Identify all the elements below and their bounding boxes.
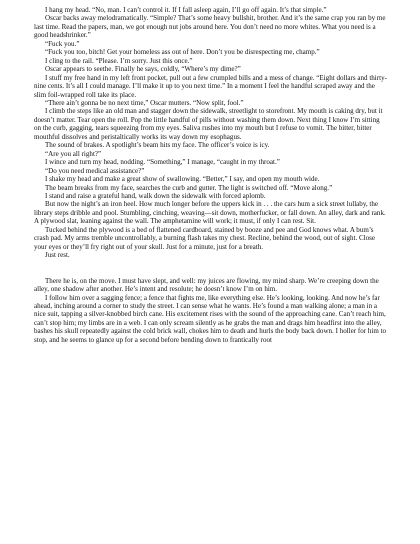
paragraph: Tucked behind the plywood is a bed of flattened cardboard, stained by booze and pee and God knows what. A bum’s crash pad. My arms tremble uncontrollably, a burning flash takes my chest. Recline, behind the wood, out of sight. Close your eyes or they’ll fry right out of your skull. Just for a minute, just for a breath. bbox=[34, 225, 376, 251]
paragraph: “Fuck you too, bitch! Get your homeless ass out of here. Don’t you be disrespecting me, champ.” bbox=[45, 48, 320, 57]
paragraph: “Fuck you.” bbox=[45, 39, 80, 48]
manuscript-text bbox=[34, 6, 388, 344]
paragraph: Just rest. bbox=[45, 251, 70, 260]
paragraph: I stuff my free hand in my left front pocket, pull out a few crumpled bills and a mess of change. “Eight dollars and thirty-nine cents. It’s all I could manage. I’ll make it up to you next time.” In a moment I feel the handful scraped away and the slim foil-wrapped roll take its place. bbox=[34, 73, 387, 99]
paragraph: “Are you all right?” bbox=[45, 149, 102, 158]
paragraph: The sound of brakes. A spotlight’s beam hits my face. The officer’s voice is icy. bbox=[45, 141, 270, 150]
paragraph: Oscar appears to seethe. Finally he says, coldly, “Where’s my dime?” bbox=[45, 65, 241, 74]
paragraph: The beam breaks from my face, searches the curb and gutter. The light is switched off. “Move along.” bbox=[45, 183, 333, 192]
paragraph: Oscar backs away melodramatically. “Simple? That’s some heavy bullshit, brother. And it’s the same crap you ran by me last time. Read the papers, man, we got enough nut jobs around here. You don’t need no more whites. What you need is a good headshrinker.” bbox=[34, 14, 386, 40]
paragraph: “Do you need medical assistance?” bbox=[45, 166, 145, 175]
section-break-paragraph: There he is, on the move. I must have slept, and well: my juices are flowing, my mind sharp. We’re creeping down the alley, one shadow after another. He’s intent and resolute; he doesn’t know I’m on him. bbox=[34, 276, 379, 294]
paragraph: I stand and raise a grateful hand, walk down the sidewalk with forced aplomb. bbox=[45, 191, 266, 200]
paragraph: I climb the steps like an old man and stagger down the sidewalk, streetlight to storefront. My mouth is caking dry, but it doesn’t matter. Tear open the roll. Pop the little handful of pills without washing them down. Next thing I know I’m sitting on the curb, gagging, tears squeezing from my eyes. Saliva rushes into my mouth but I refuse to vomit. The bitter, bitter mouthful dissolves and peristaltically works its way down my esophagus. bbox=[34, 107, 383, 141]
paragraph: I cling to the rail. “Please. I’m sorry. Just this once.” bbox=[45, 56, 193, 65]
paragraph: I hang my head. “No, man. I can’t control it. If I fall asleep again, I’ll go off again. It’s that simple.” bbox=[45, 6, 327, 14]
paragraph: I follow him over a sagging fence; a fence that fights me, like everything else. He’s looking, looking. And now he’s far ahead, inching around a corner to study the street. I can sense what he wants. He’s found a man walking alone; a man in a nice suit, tapping a silver-knobbed birch cane. His excitement rises with the sound of the approaching cane. Can’t reach him, can’t stop him; my limbs are in a web. I can only scream silently as he grabs the man and drags him headfirst into the alley, bashes his skull repeatedly against the cold brick wall, chokes him to death and hurls the body back down. I holler for him to stop, and he seems to glance up for a second before bending down to frantically root bbox=[34, 293, 387, 344]
paragraph: I wince and turn my head, nodding. “Something,” I manage, “caught in my throat.” bbox=[45, 158, 280, 167]
paragraph: I shake my head and make a great show of swallowing. “Better,” I say, and open my mouth wide. bbox=[45, 175, 320, 184]
paragraph: But now the night’s an iron heel. How much longer before the uppers kick in . . . the cars hum a sick street lullaby, the library steps dribble and pool. Stumbling, cinching, weaving—sit down, motherfucker, or fall down. An alley, dark and rank. A plywood slat, leaning against the wall. The amphetamine will work; it must, if only I can rest. Sit. bbox=[34, 200, 386, 226]
paragraph: “There ain’t gonna be no next time,” Oscar mutters. “Now split, fool.” bbox=[45, 98, 244, 107]
